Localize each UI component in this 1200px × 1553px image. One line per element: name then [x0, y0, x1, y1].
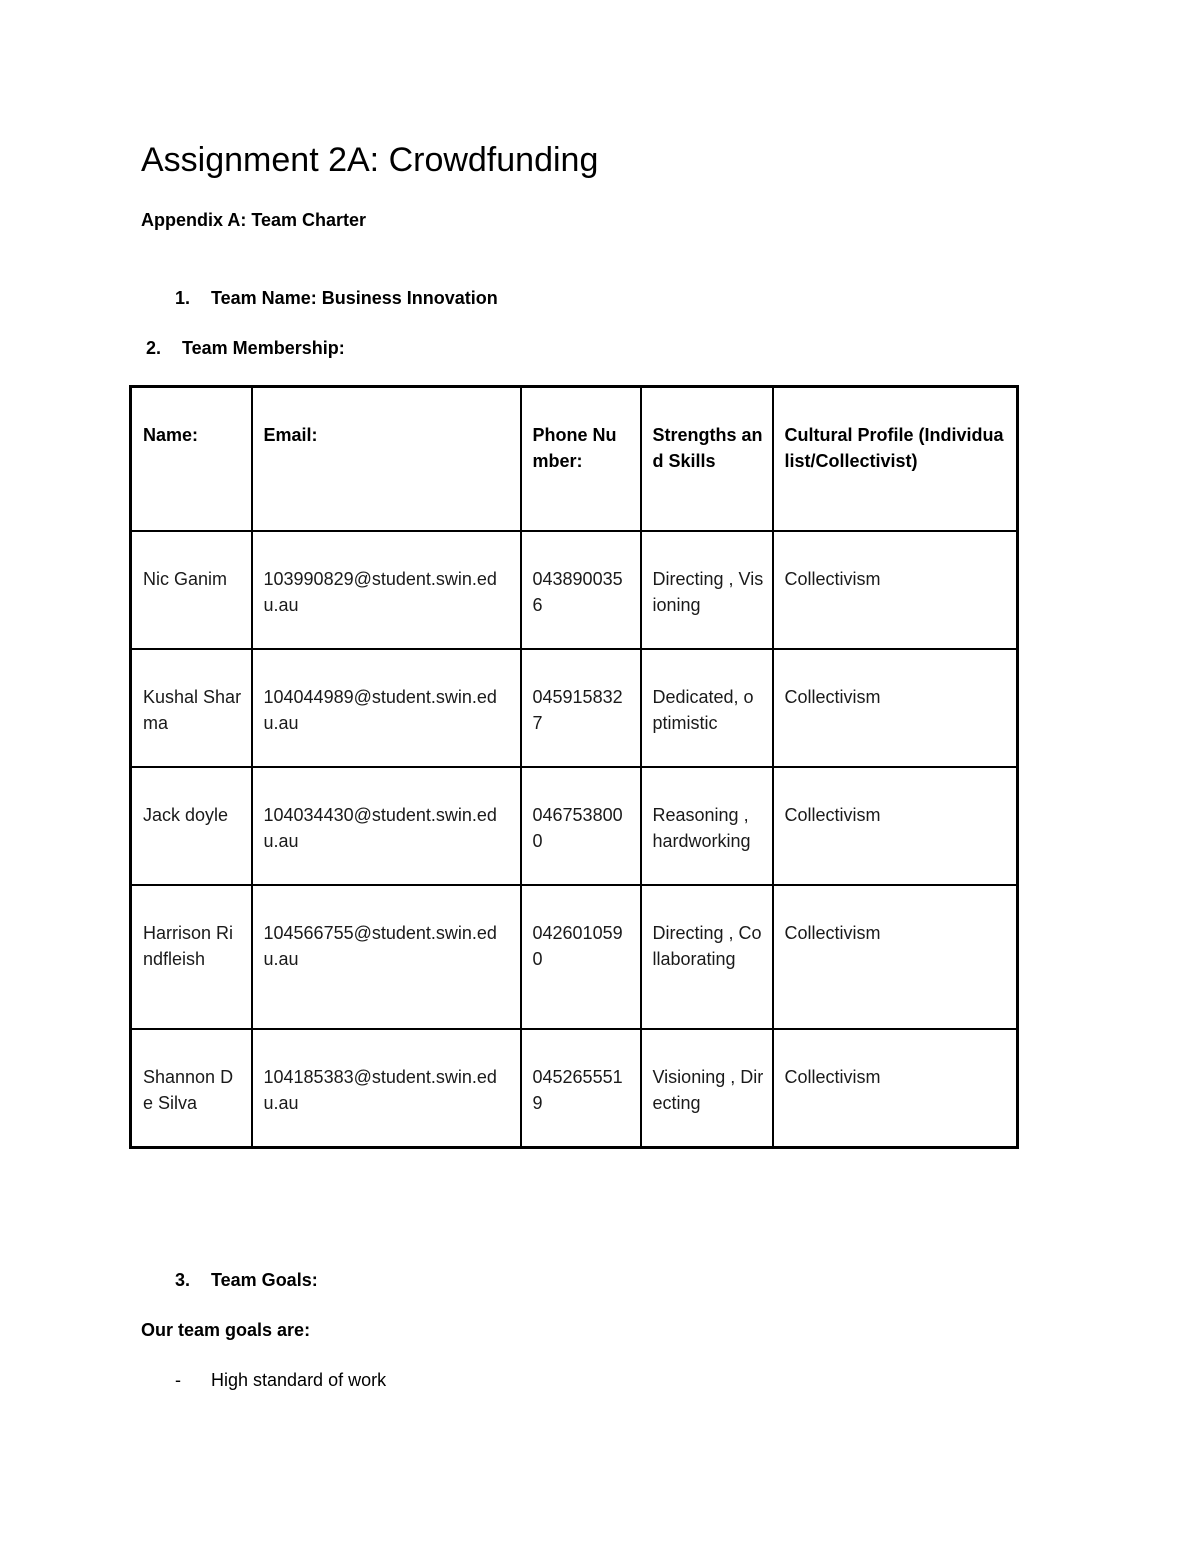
table-row — [131, 767, 1018, 885]
member-strengths: Visioning , Directing — [641, 1029, 773, 1148]
table-row — [131, 531, 1018, 649]
bullet-marker: - — [175, 1370, 181, 1390]
table-row — [131, 1029, 1018, 1148]
header-name: Name: — [131, 387, 252, 532]
goals-intro: Our team goals are: — [141, 1320, 311, 1340]
member-strengths: Directing , Collaborating — [641, 885, 773, 1029]
section-number: 2. — [146, 338, 162, 358]
member-culture: Collectivism — [773, 1029, 1018, 1148]
section-number: 3. — [175, 1270, 191, 1290]
header-cultural-profile: Cultural Profile (Individualist/Collectivist) — [773, 387, 1018, 532]
member-culture: Collectivism — [773, 531, 1018, 649]
member-culture: Collectivism — [773, 767, 1018, 885]
member-phone: 0452655519 — [521, 1029, 641, 1148]
section-team-goals — [175, 1268, 318, 1292]
table-row — [131, 885, 1018, 1029]
section-label: Team Goals: — [211, 1270, 318, 1290]
table-row — [131, 649, 1018, 767]
member-strengths: Dedicated, optimistic — [641, 649, 773, 767]
section-label: Team Name: Business Innovation — [211, 288, 498, 308]
header-strengths: Strengths and Skills — [641, 387, 773, 532]
member-phone: 0459158327 — [521, 649, 641, 767]
section-team-name — [175, 286, 498, 310]
member-name: Kushal Sharma — [131, 649, 252, 767]
goal-list-item — [175, 1368, 386, 1392]
appendix-subtitle: Appendix A: Team Charter — [141, 210, 367, 230]
goal-text: High standard of work — [211, 1370, 387, 1390]
member-phone: 0438900356 — [521, 531, 641, 649]
section-number: 1. — [175, 288, 191, 308]
member-culture: Collectivism — [773, 885, 1018, 1029]
table-header-row — [131, 387, 1018, 532]
member-strengths: Directing , Visioning — [641, 531, 773, 649]
member-phone: 0467538000 — [521, 767, 641, 885]
member-email: 104566755@student.swin.edu.au — [252, 885, 521, 1029]
header-phone: Phone Number: — [521, 387, 641, 532]
member-email: 104034430@student.swin.edu.au — [252, 767, 521, 885]
section-label: Team Membership: — [182, 338, 345, 358]
member-name: Shannon De Silva — [131, 1029, 252, 1148]
section-team-membership — [146, 336, 345, 360]
member-culture: Collectivism — [773, 649, 1018, 767]
member-email: 103990829@student.swin.edu.au — [252, 531, 521, 649]
member-name: Harrison Rindfleish — [131, 885, 252, 1029]
member-email: 104185383@student.swin.edu.au — [252, 1029, 521, 1148]
member-phone: 0426010590 — [521, 885, 641, 1029]
member-name: Nic Ganim — [131, 531, 252, 649]
member-name: Jack doyle — [131, 767, 252, 885]
member-strengths: Reasoning , hardworking — [641, 767, 773, 885]
header-email: Email: — [252, 387, 521, 532]
member-email: 104044989@student.swin.edu.au — [252, 649, 521, 767]
team-membership-table — [129, 385, 1019, 1149]
document-title: Assignment 2A: Crowdfunding — [141, 141, 599, 179]
